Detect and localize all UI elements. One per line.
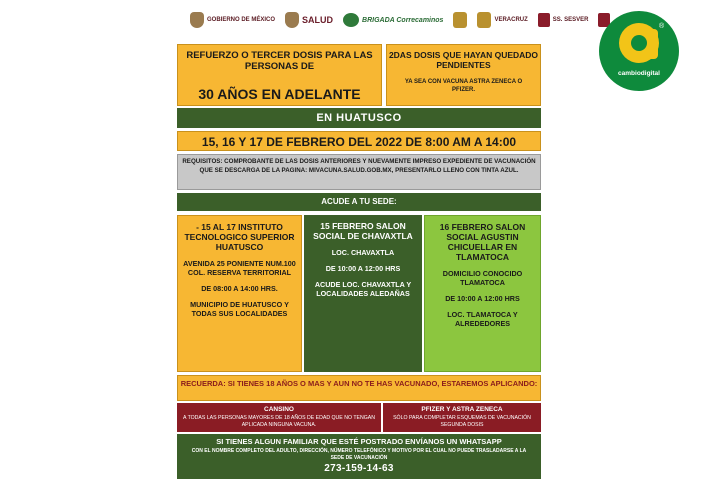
venue-hours: DE 08:00 A 14:00 HRS. bbox=[201, 284, 278, 293]
venue-title: 16 FEBRERO SALON SOCIAL AGUSTIN CHICUELLAR EN TLAMATOCA bbox=[439, 222, 526, 262]
venue-tlamatoca bbox=[424, 215, 541, 372]
venue-address: AVENIDA 25 PONIENTE NUM.100 COL. RESERVA TERRITORIAL bbox=[183, 259, 296, 277]
venue-address: LOC. CHAVAXTLA bbox=[331, 248, 395, 257]
second-dose-header bbox=[386, 44, 541, 106]
whatsapp-title: SI TIENES ALGUN FAMILIAR QUE ESTÉ POSTRADO ENVÍANOS UN WHATSAPP bbox=[216, 437, 502, 446]
whatsapp-band bbox=[177, 434, 541, 479]
coat-of-arms-icon bbox=[190, 12, 204, 28]
venue-hours: DE 10:00 A 12:00 HRS bbox=[325, 264, 401, 273]
cambio-digital-logo bbox=[599, 11, 679, 91]
brand-desc: A TODAS LAS PERSONAS MAYORES DE 18 AÑOS DE EDAD QUE NO TENGAN APLICADA NINGUNA VACUNA. bbox=[183, 415, 375, 428]
venue-note: LOC. TLAMATOCA Y ALREDEDORES bbox=[447, 310, 518, 328]
whatsapp-phone: 273-159-14-63 bbox=[324, 463, 394, 474]
whatsapp-instructions: CON EL NOMBRE COMPLETO DEL ADULTO, DIRECCIÓN, NÚMERO TELEFÓNICO Y MOTIVO POR EL CUAL NO PUEDE TRASLADARSE A LA SEDE DE VACUNACIÓN bbox=[191, 448, 527, 461]
booster-header bbox=[177, 44, 382, 106]
veracruz-seal-icon bbox=[453, 12, 467, 28]
age-headline: 30 AÑOS EN ADELANTE bbox=[198, 86, 361, 102]
veracruz-gov-logo: VERACRUZ bbox=[477, 12, 527, 28]
venue-note: ACUDE LOC. CHAVAXTLA Y LOCALIDADES ALEDAÑAS bbox=[314, 280, 412, 298]
second-dose-title: 2DAS DOSIS QUE HAYAN QUEDADO PENDIENTES bbox=[388, 50, 539, 70]
venue-title: - 15 AL 17 INSTITUTO TECNOLOGICO SUPERIOR HUATUSCO bbox=[184, 222, 295, 252]
brand-name: CANSINO bbox=[264, 406, 294, 413]
brigada-icon bbox=[343, 13, 359, 27]
dates-band: 15, 16 Y 17 DE FEBRERO DEL 2022 DE 8:00 AM A 14:00 bbox=[177, 131, 541, 151]
location-band: EN HUATUSCO bbox=[177, 108, 541, 128]
brand-desc: SÓLO PARA COMPLETAR ESQUEMAS DE VACUNACIÓN SEGUNDA DOSIS bbox=[393, 415, 531, 428]
brigada-logo: BRIGADA Correcaminos bbox=[343, 13, 443, 27]
reminder-text: RECUERDA: SI TIENES 18 AÑOS O MAS Y AUN NO TE HAS VACUNADO, ESTAREMOS APLICANDO: bbox=[180, 379, 538, 388]
veracruz-gov-icon bbox=[477, 12, 491, 28]
acude-band: ACUDE A TU SEDE: bbox=[177, 193, 541, 211]
requirements-box: REQUISITOS: COMPROBANTE DE LAS DOSIS ANTERIORES Y NUEVAMENTE IMPRESO EXPEDIENTE DE VACUNACIÓN QUE SE DESCARGA DE LA PAGINA: MIVACUNA.SALUD.GOB.MX, PRESENTARLO LLENO CON TINTA AZUL. bbox=[177, 154, 541, 190]
venue-address: DOMICILIO CONOCIDO TLAMATOCA bbox=[442, 269, 523, 287]
coat-of-arms-icon bbox=[285, 12, 299, 28]
booster-subtitle: REFUERZO O TERCER DOSIS PARA LAS PERSONAS DE bbox=[186, 50, 373, 72]
veracruz-seal-logo bbox=[453, 12, 467, 28]
brand-cansino bbox=[177, 403, 381, 432]
brand-name: PFIZER Y ASTRA ZENECA bbox=[421, 406, 503, 413]
venue-hours: DE 10:00 A 12:00 HRS bbox=[445, 294, 520, 303]
sesver-logo: SS. SESVER bbox=[538, 13, 589, 27]
brand-pfizer-astra bbox=[383, 403, 541, 432]
venue-tecnologico bbox=[177, 215, 302, 372]
ss-icon bbox=[538, 13, 550, 27]
venue-chavaxtla bbox=[304, 215, 422, 372]
gobierno-logo: GOBIERNO DE MÉXICO bbox=[190, 12, 275, 28]
logo-strip bbox=[190, 9, 589, 31]
registered-mark: ® bbox=[659, 23, 665, 30]
vaccination-poster bbox=[172, 0, 589, 489]
venue-note: MUNICIPIO DE HUATUSCO Y TODAS SUS LOCALIDADES bbox=[190, 300, 289, 318]
venue-title: 15 FEBRERO SALON SOCIAL DE CHAVAXTLA bbox=[313, 221, 413, 241]
cambio-digital-d-icon bbox=[619, 23, 659, 63]
second-dose-note: YA SEA CON VACUNA ASTRA ZENECA O PFIZER. bbox=[404, 79, 523, 93]
salud-logo: SALUD bbox=[285, 12, 333, 28]
cambio-digital-wordmark: cambiodigital bbox=[618, 70, 660, 77]
reminder-band bbox=[177, 375, 541, 401]
